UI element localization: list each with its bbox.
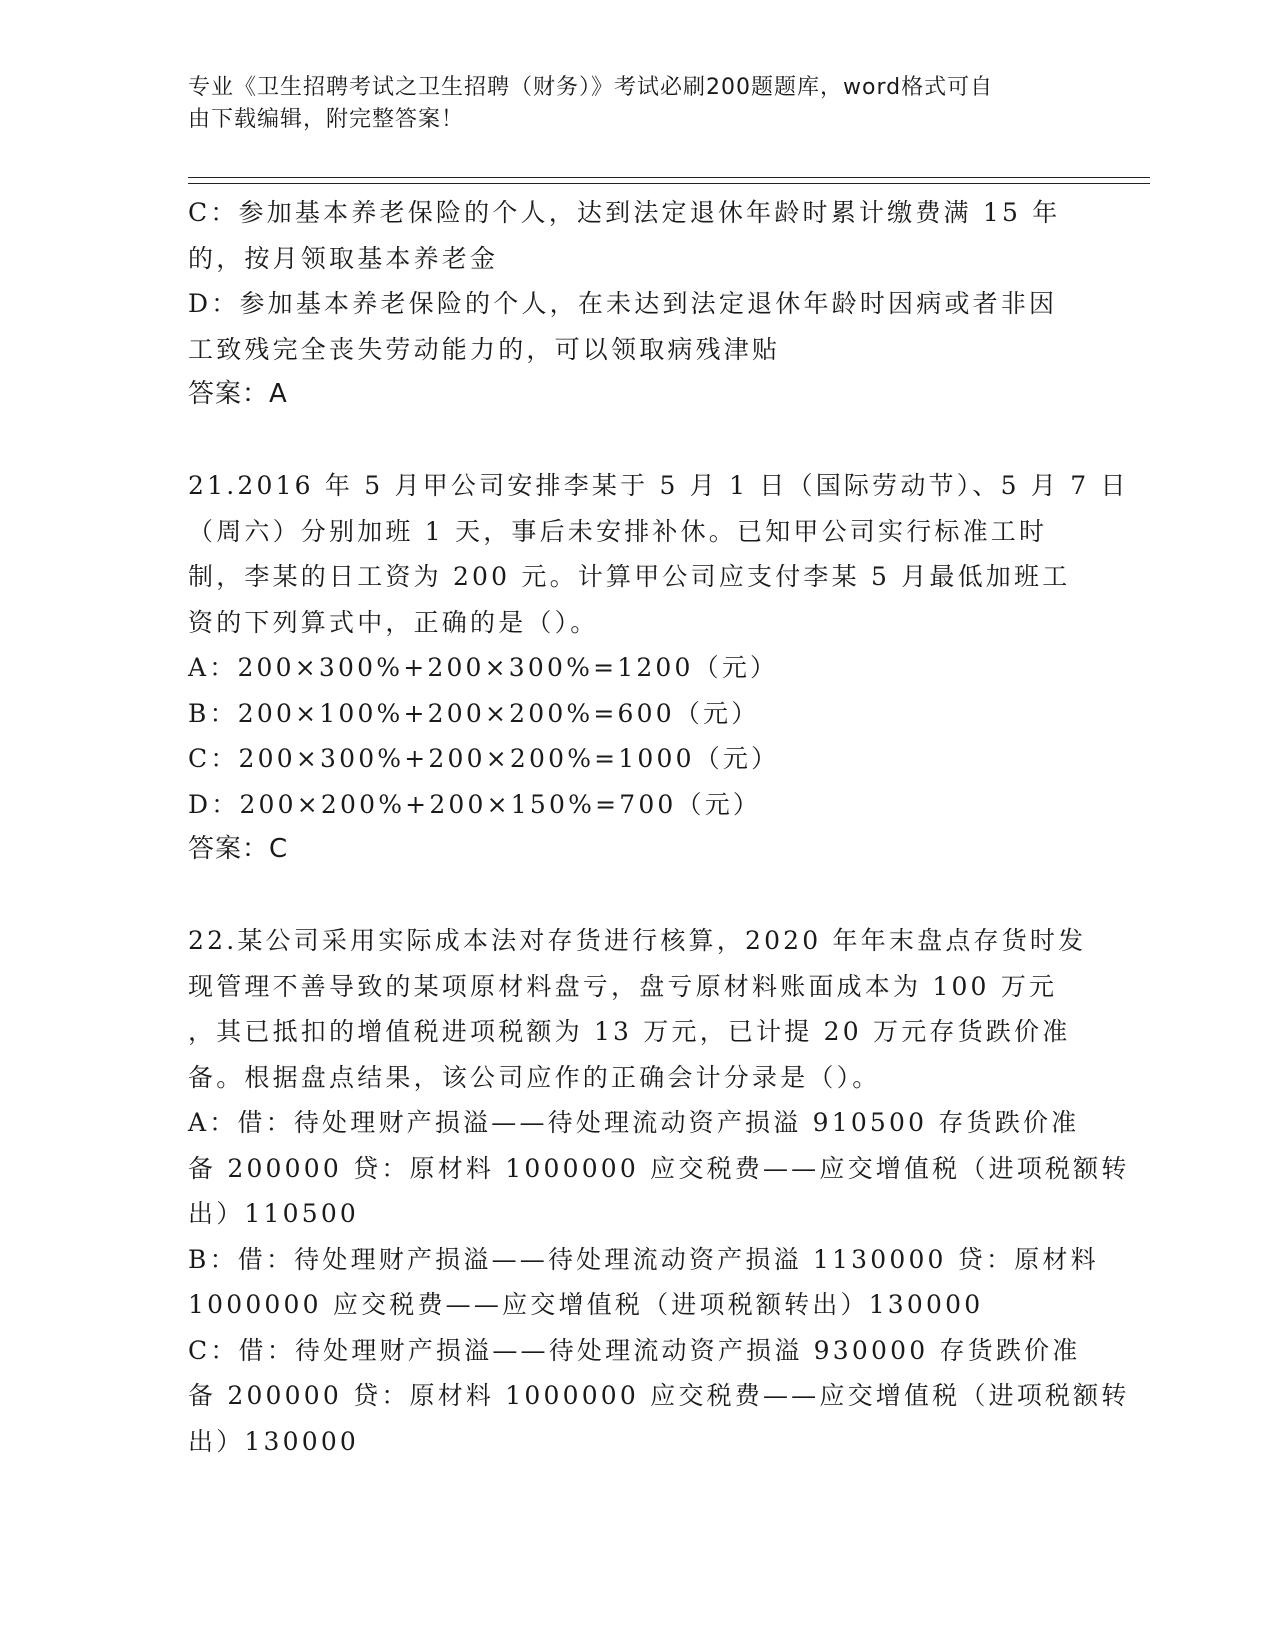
document-header	[188, 72, 1068, 136]
question-stem-line: 21.2016 年 5 月甲公司安排李某于 5 月 1 日（国际劳动节）、5 月 7 日	[188, 471, 1129, 500]
header-rule-top	[188, 177, 1150, 178]
question-stem-line: 备。根据盘点结果，该公司应作的正确会计分录是（）。	[188, 1062, 881, 1092]
question-stem-line: 22.某公司采用实际成本法对存货进行核算，2020 年年末盘点存货时发	[188, 926, 1087, 955]
spacer	[188, 873, 1088, 919]
option-a-line: 出）110500	[188, 1199, 360, 1228]
question-stem-line: 制，李某的日工资为 200 元。计算甲公司应支付李某 5 月最低加班工	[188, 562, 1071, 591]
question-stem-line: 资的下列算式中，正确的是（）。	[188, 607, 599, 637]
option-c-line: C：参加基本养老保险的个人，达到法定退休年龄时累计缴费满 15 年	[188, 198, 1061, 227]
question-stem-line: ，其已抵扣的增值税进项税额为 13 万元，已计提 20 万元存货跌价准	[188, 1017, 1071, 1046]
answer-line: 答案：A	[188, 379, 288, 409]
option-c-line: C：借：待处理财产损溢——待处理流动资产损溢 930000 存货跌价准	[188, 1335, 1081, 1365]
option-b-line: 1000000 应交税费——应交增值税（进项税额转出）130000	[188, 1290, 984, 1319]
option-b-line: B：借：待处理财产损溢——待处理流动资产损溢 1130000 贷：原材料	[188, 1244, 1099, 1274]
question-20-tail	[188, 190, 1088, 418]
document-body	[188, 190, 1130, 1464]
header-line: 由下载编辑，附完整答案！	[188, 107, 465, 132]
header-line: 专业《卫生招聘考试之卫生招聘（财务）》考试必刷200题题库，word格式可自	[188, 75, 994, 100]
option-d-line: 工致残完全丧失劳动能力的，可以领取病残津贴	[188, 334, 781, 364]
option-a-line: A：借：待处理财产损溢——待处理流动资产损溢 910500 存货跌价准	[188, 1108, 1080, 1137]
option-c-line: 备 200000 贷：原材料 1000000 应交税费——应交增值税（进项税额转	[188, 1381, 1130, 1410]
option-c-line: 的，按月领取基本养老金	[188, 243, 499, 273]
answer-line: 答案：C	[188, 834, 289, 864]
question-21	[188, 463, 1129, 873]
option-c-line: 出）130000	[188, 1426, 360, 1456]
option-a-line: 备 200000 贷：原材料 1000000 应交税费——应交增值税（进项税额转	[188, 1153, 1130, 1183]
option-c-line: C：200×300%+200×200%=1000（元）	[188, 744, 780, 773]
question-stem-line: 现管理不善导致的某项原材料盘亏，盘亏原材料账面成本为 100 万元	[188, 971, 1058, 1001]
option-d-line: D：200×200%+200×150%=700（元）	[188, 789, 762, 819]
option-d-line: D：参加基本养老保险的个人，在未达到法定退休年龄时因病或者非因	[188, 289, 1058, 318]
question-22	[188, 918, 1130, 1464]
question-stem-line: （周六）分别加班 1 天，事后未安排补休。已知甲公司实行标准工时	[188, 516, 1048, 546]
header-rule-bottom	[188, 183, 1150, 184]
option-a-line: A：200×300%+200×300%=1200（元）	[188, 653, 779, 682]
option-b-line: B：200×100%+200×200%=600（元）	[188, 698, 760, 728]
spacer	[188, 418, 1088, 464]
